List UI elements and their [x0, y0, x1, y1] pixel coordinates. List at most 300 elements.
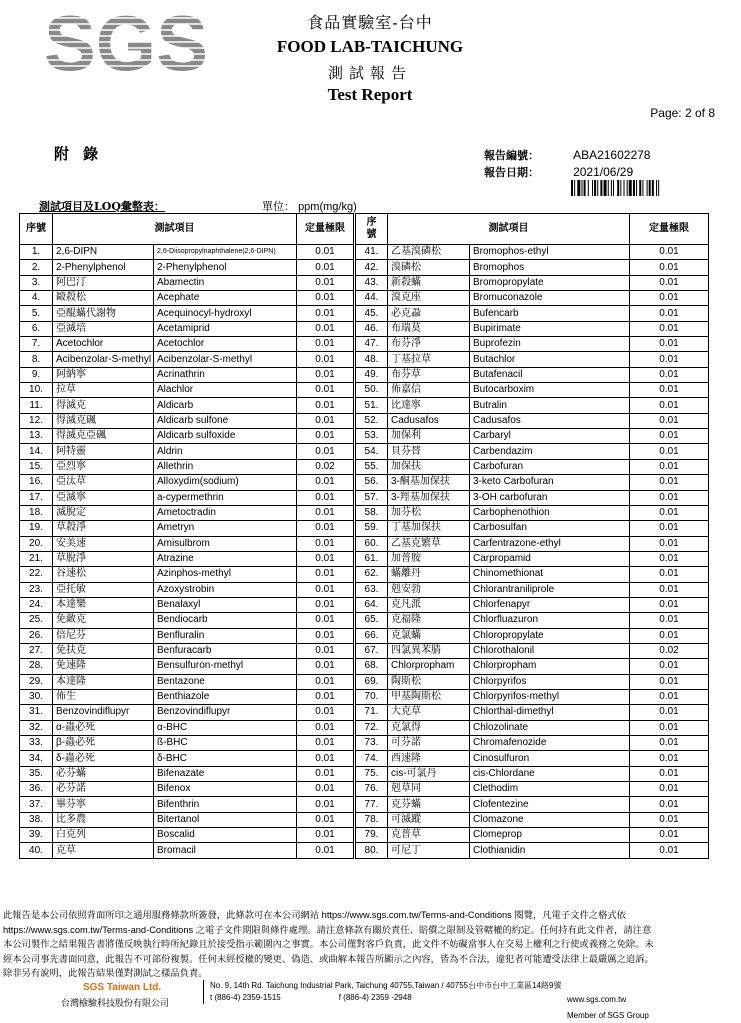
row-name-en: Clomazone	[470, 812, 630, 827]
row-name-zh: 剋草同	[388, 782, 470, 797]
row-name-en: Acibenzolar-S-methyl	[154, 352, 297, 367]
row-name-zh: 白克列	[53, 828, 154, 843]
row-name-en: α-BHC	[154, 720, 297, 735]
row-no: 24.	[20, 597, 53, 612]
row-name-en: Butafenacil	[470, 367, 630, 382]
row-loq: 0.01	[630, 275, 709, 290]
row-no: 63.	[355, 582, 388, 597]
row-no: 50.	[355, 383, 388, 398]
table-header-row	[20, 214, 709, 245]
row-no: 10.	[20, 383, 53, 398]
row-loq: 0.01	[297, 337, 355, 352]
row-name-en: Azinphos-methyl	[154, 567, 297, 582]
row-name-en: Ametoctradin	[154, 505, 297, 520]
report-date-label: 報告日期：	[484, 166, 539, 179]
lab-name-en: FOOD LAB-TAICHUNG	[276, 37, 464, 56]
header-loq: 定量極限	[297, 214, 355, 245]
row-name-en: Bufencarb	[470, 306, 630, 321]
company-name-en: SGS Taiwan Ltd.	[83, 982, 162, 993]
table-row	[20, 398, 709, 413]
row-no: 35.	[20, 766, 53, 781]
row-loq: 0.02	[297, 459, 355, 474]
row-name-zh: 可滅蹤	[388, 812, 470, 827]
row-name-en: Carbofuran	[470, 459, 630, 474]
table-row	[20, 705, 709, 720]
row-loq: 0.01	[630, 398, 709, 413]
row-name-zh: 四氯異苯腈	[388, 643, 470, 658]
row-no: 48.	[355, 352, 388, 367]
row-name-zh: Acetochlor	[53, 337, 154, 352]
row-name-zh: Acibenzolar-S-methyl	[53, 352, 154, 367]
barcode	[571, 180, 717, 196]
row-loq: 0.01	[297, 613, 355, 628]
row-name-en: Bifenthrin	[154, 797, 297, 812]
row-name-en: Alloxydim(sodium)	[154, 475, 297, 490]
row-name-zh: 布芬草	[388, 367, 470, 382]
row-no: 56.	[355, 475, 388, 490]
row-no: 2.	[20, 260, 53, 275]
row-loq: 0.01	[297, 383, 355, 398]
row-loq: 0.01	[630, 459, 709, 474]
row-name-en: Carbaryl	[470, 429, 630, 444]
table-row	[20, 613, 709, 628]
table-row	[20, 245, 709, 260]
row-name-zh: 亞滅寧	[53, 490, 154, 505]
row-loq: 0.01	[297, 797, 355, 812]
row-no: 42.	[355, 260, 388, 275]
row-name-zh: 3-羥基加保扶	[388, 490, 470, 505]
row-name-zh: 陶斯松	[388, 674, 470, 689]
row-name-en: Boscalid	[154, 828, 297, 843]
row-name-en: Acephate	[154, 291, 297, 306]
row-loq: 0.01	[297, 659, 355, 674]
row-loq: 0.01	[630, 751, 709, 766]
unit	[262, 198, 357, 214]
row-name-zh: 剋安勃	[388, 582, 470, 597]
row-no: 12.	[20, 413, 53, 428]
row-name-zh: 克草	[53, 843, 154, 858]
table-row	[20, 429, 709, 444]
row-loq: 0.01	[297, 582, 355, 597]
row-no: 6.	[20, 321, 53, 336]
row-name-en: Carbophenothion	[470, 505, 630, 520]
row-no: 69.	[355, 674, 388, 689]
header-no: 序號	[355, 214, 388, 245]
row-name-zh: 甲基陶斯松	[388, 689, 470, 704]
row-name-zh: 丁基拉草	[388, 352, 470, 367]
row-loq: 0.01	[297, 352, 355, 367]
row-name-zh: 佈生	[53, 689, 154, 704]
company-fax: f (886-4) 2359 -2948	[338, 993, 412, 1002]
row-name-zh: 畢芬寧	[53, 797, 154, 812]
table-row	[20, 306, 709, 321]
row-no: 41.	[355, 245, 388, 260]
row-name-zh: 亞滅培	[53, 321, 154, 336]
row-name-zh: 克普草	[388, 828, 470, 843]
company-block	[61, 982, 169, 1009]
row-loq: 0.01	[297, 843, 355, 858]
row-loq: 0.01	[630, 597, 709, 612]
row-name-en: Chlorfenapyr	[470, 597, 630, 612]
row-name-zh: 阿巴汀	[53, 275, 154, 290]
row-name-zh: Chlorpropham	[388, 659, 470, 674]
row-name-en: Acetochlor	[154, 337, 297, 352]
row-no: 57.	[355, 490, 388, 505]
row-name-zh: 必克蝨	[388, 306, 470, 321]
row-no: 55.	[355, 459, 388, 474]
row-name-zh: 布芬淨	[388, 337, 470, 352]
row-no: 7.	[20, 337, 53, 352]
disclaimer-line: https://www.sgs.com.tw/Terms-and-Conditions 之電子文件期限與條件處理。請注意條款有關於責任、賠償之限制及管轄權的約定。任何持有此文件者，請注意	[3, 924, 652, 935]
row-no: 39.	[20, 828, 53, 843]
row-no: 30.	[20, 689, 53, 704]
row-name-zh: 得滅克碸	[53, 413, 154, 428]
row-loq: 0.01	[297, 367, 355, 382]
row-loq: 0.01	[297, 444, 355, 459]
row-loq: 0.01	[297, 720, 355, 735]
row-name-zh: 加保扶	[388, 459, 470, 474]
row-no: 72.	[355, 720, 388, 735]
row-loq: 0.01	[630, 429, 709, 444]
row-loq: 0.02	[630, 643, 709, 658]
table-row	[20, 643, 709, 658]
loq-table	[19, 213, 709, 859]
header-loq: 定量極限	[630, 214, 709, 245]
row-name-zh: 拉草	[53, 383, 154, 398]
table-row	[20, 260, 709, 275]
row-loq: 0.01	[630, 536, 709, 551]
table-row	[20, 766, 709, 781]
row-name-zh: α-蟲必死	[53, 720, 154, 735]
table-row	[20, 736, 709, 751]
row-name-en: 2,6-Diisopropylnaphthalene(2,6-DIPN)	[154, 245, 297, 260]
row-no: 4.	[20, 291, 53, 306]
row-name-en: Butachlor	[470, 352, 630, 367]
row-name-zh: 毆殺松	[53, 291, 154, 306]
row-name-en: Carfentrazone-ethyl	[470, 536, 630, 551]
row-name-en: Clofentezine	[470, 797, 630, 812]
row-name-en: Azoxystrobin	[154, 582, 297, 597]
page-number: Page: 2 of 8	[650, 106, 715, 120]
row-no: 46.	[355, 321, 388, 336]
row-name-en: Aldicarb sulfoxide	[154, 429, 297, 444]
row-name-en: Bromuconazole	[470, 291, 630, 306]
row-name-zh: 亞烈寧	[53, 459, 154, 474]
row-name-zh: 克氯蟎	[388, 628, 470, 643]
row-name-zh: Benzovindiflupyr	[53, 705, 154, 720]
row-name-en: Bupirimate	[470, 321, 630, 336]
row-loq: 0.01	[297, 674, 355, 689]
row-name-en: 3-OH carbofuran	[470, 490, 630, 505]
row-loq: 0.01	[297, 705, 355, 720]
row-loq: 0.01	[297, 505, 355, 520]
row-no: 38.	[20, 812, 53, 827]
row-name-zh: 溴克座	[388, 291, 470, 306]
row-no: 40.	[20, 843, 53, 858]
row-name-en: Chlorpyrifos	[470, 674, 630, 689]
table-row	[20, 674, 709, 689]
row-name-zh: 大克草	[388, 705, 470, 720]
row-name-zh: cis-可氯丹	[388, 766, 470, 781]
row-loq: 0.01	[297, 521, 355, 536]
row-loq: 0.01	[630, 444, 709, 459]
row-name-zh: 西速隆	[388, 751, 470, 766]
row-loq: 0.01	[630, 475, 709, 490]
report-date-value: 2021/06/29	[573, 165, 634, 179]
row-no: 11.	[20, 398, 53, 413]
row-name-zh: δ-蟲必死	[53, 751, 154, 766]
row-no: 34.	[20, 751, 53, 766]
table-row	[20, 459, 709, 474]
row-name-zh: 丁基加保扶	[388, 521, 470, 536]
row-loq: 0.01	[297, 628, 355, 643]
row-loq: 0.01	[297, 643, 355, 658]
row-name-en: Cinosulfuron	[470, 751, 630, 766]
row-name-en: Bentazone	[154, 674, 297, 689]
row-loq: 0.01	[630, 352, 709, 367]
row-loq: 0.01	[297, 275, 355, 290]
table-row	[20, 812, 709, 827]
row-name-zh: 蟎離丹	[388, 567, 470, 582]
row-loq: 0.01	[297, 567, 355, 582]
row-loq: 0.01	[630, 766, 709, 781]
company-name-zh: 台灣檢驗科技股份有限公司	[61, 999, 170, 1009]
row-loq: 0.01	[630, 260, 709, 275]
row-loq: 0.01	[630, 337, 709, 352]
report-number-value: ABA21602278	[573, 148, 651, 162]
row-no: 54.	[355, 444, 388, 459]
row-loq: 0.01	[297, 597, 355, 612]
row-name-zh: 克凡派	[388, 597, 470, 612]
company-website[interactable]: www.sgs.com.tw	[567, 995, 627, 1004]
header-item: 測試項目	[388, 214, 630, 245]
table-row	[20, 475, 709, 490]
row-no: 19.	[20, 521, 53, 536]
summary-label: 測試項目及LOQ彙整表：	[39, 200, 165, 213]
table-row	[20, 597, 709, 612]
row-name-en: δ-BHC	[154, 751, 297, 766]
row-no: 25.	[20, 613, 53, 628]
table-row	[20, 352, 709, 367]
row-name-zh: 得滅克亞碸	[53, 429, 154, 444]
row-name-en: Carbosulfan	[470, 521, 630, 536]
row-loq: 0.01	[630, 659, 709, 674]
table-row	[20, 337, 709, 352]
row-no: 53.	[355, 429, 388, 444]
row-no: 33.	[20, 736, 53, 751]
row-loq: 0.01	[297, 475, 355, 490]
row-loq: 0.01	[297, 736, 355, 751]
row-name-zh: 加保利	[388, 429, 470, 444]
row-loq: 0.01	[297, 766, 355, 781]
row-loq: 0.01	[630, 812, 709, 827]
row-no: 5.	[20, 306, 53, 321]
row-name-zh: 免敵克	[53, 613, 154, 628]
row-loq: 0.01	[297, 782, 355, 797]
row-loq: 0.01	[297, 490, 355, 505]
table-row	[20, 291, 709, 306]
row-loq: 0.01	[297, 536, 355, 551]
table-row	[20, 782, 709, 797]
row-name-en: Chlorfluazuron	[470, 613, 630, 628]
company-address: No. 9, 14th Rd. Taichung Industrial Park, Taichung 40755,Taiwan / 40755台中市台中工業區14路9號	[210, 981, 562, 990]
row-name-en: cis-Chlordane	[470, 766, 630, 781]
table-row	[20, 521, 709, 536]
row-name-en: Aldrin	[154, 444, 297, 459]
row-no: 73.	[355, 736, 388, 751]
row-name-zh: 必芬蟎	[53, 766, 154, 781]
row-loq: 0.01	[630, 521, 709, 536]
row-no: 65.	[355, 613, 388, 628]
row-loq: 0.01	[297, 689, 355, 704]
row-name-zh: 貝芬替	[388, 444, 470, 459]
row-no: 68.	[355, 659, 388, 674]
row-no: 76.	[355, 782, 388, 797]
row-no: 71.	[355, 705, 388, 720]
row-name-zh: 乙基克繁草	[388, 536, 470, 551]
table-row	[20, 505, 709, 520]
row-no: 26.	[20, 628, 53, 643]
member-of-sgs: Member of SGS Group	[567, 1011, 649, 1020]
row-name-en: Benfuracarb	[154, 643, 297, 658]
table-row	[20, 628, 709, 643]
company-tel: t (886-4) 2359-1515	[210, 993, 281, 1002]
row-name-en: Clothianidin	[470, 843, 630, 858]
row-no: 49.	[355, 367, 388, 382]
row-name-en: Carbendazim	[470, 444, 630, 459]
row-name-zh: 阿特靈	[53, 444, 154, 459]
row-name-en: Clethodim	[470, 782, 630, 797]
table-row	[20, 275, 709, 290]
row-no: 51.	[355, 398, 388, 413]
row-loq: 0.01	[630, 720, 709, 735]
table-row	[20, 551, 709, 566]
row-loq: 0.01	[630, 782, 709, 797]
row-name-en: Clomeprop	[470, 828, 630, 843]
row-name-zh: 安美速	[53, 536, 154, 551]
row-name-en: Bromopropylate	[470, 275, 630, 290]
row-no: 77.	[355, 797, 388, 812]
table-row	[20, 321, 709, 336]
row-no: 17.	[20, 490, 53, 505]
row-name-en: Allethrin	[154, 459, 297, 474]
row-loq: 0.01	[630, 245, 709, 260]
row-name-en: Cadusafos	[470, 413, 630, 428]
row-loq: 0.01	[630, 613, 709, 628]
disclaimer	[3, 908, 739, 981]
row-loq: 0.01	[630, 628, 709, 643]
row-name-en: Butocarboxim	[470, 383, 630, 398]
disclaimer-line: 經本公司事先書面同意，此報告不可部份複製。任何未經授權的變更、偽造、或曲解本報告所顯示之內容，皆為不合法，違犯者可能遭受法律上最嚴厲之追訴。	[3, 953, 654, 964]
row-name-zh: 本達隆	[53, 674, 154, 689]
row-name-en: ß-BHC	[154, 736, 297, 751]
row-loq: 0.01	[630, 567, 709, 582]
row-no: 20.	[20, 536, 53, 551]
table-row	[20, 413, 709, 428]
row-loq: 0.01	[630, 797, 709, 812]
row-name-en: Bitertanol	[154, 812, 297, 827]
row-name-zh: 3-酮基加保扶	[388, 475, 470, 490]
row-no: 78.	[355, 812, 388, 827]
row-name-en: Chlorantraniliprole	[470, 582, 630, 597]
table-row	[20, 828, 709, 843]
row-name-zh: 免扶克	[53, 643, 154, 658]
row-loq: 0.01	[297, 245, 355, 260]
row-loq: 0.01	[297, 306, 355, 321]
header-item: 測試項目	[53, 214, 297, 245]
row-no: 15.	[20, 459, 53, 474]
row-name-en: Chloropropylate	[470, 628, 630, 643]
row-no: 52.	[355, 413, 388, 428]
row-no: 70.	[355, 689, 388, 704]
row-name-zh: 乙基溴磷松	[388, 245, 470, 260]
row-no: 74.	[355, 751, 388, 766]
company-address-block	[203, 980, 561, 1004]
row-name-zh: 阿納寧	[53, 367, 154, 382]
row-name-en: Bromacil	[154, 843, 297, 858]
row-no: 32.	[20, 720, 53, 735]
row-name-zh: 2,6-DIPN	[53, 245, 154, 260]
row-loq: 0.01	[297, 551, 355, 566]
row-name-en: Benalaxyl	[154, 597, 297, 612]
row-name-zh: 亞汰草	[53, 475, 154, 490]
row-loq: 0.01	[630, 674, 709, 689]
row-name-en: Chlozolinate	[470, 720, 630, 735]
row-name-en: Ametryn	[154, 521, 297, 536]
row-loq: 0.01	[630, 736, 709, 751]
table-row	[20, 720, 709, 735]
row-no: 22.	[20, 567, 53, 582]
table-row	[20, 797, 709, 812]
row-name-zh: 2-Phenylphenol	[53, 260, 154, 275]
table-row	[20, 490, 709, 505]
row-name-zh: 草脫淨	[53, 551, 154, 566]
row-name-zh: 佈嘉信	[388, 383, 470, 398]
svg-text:SGS: SGS	[44, 6, 208, 76]
report-title-en: Test Report	[327, 85, 413, 104]
row-no: 29.	[20, 674, 53, 689]
row-name-en: Bromophos	[470, 260, 630, 275]
row-loq: 0.01	[630, 505, 709, 520]
row-name-en: 2-Phenylphenol	[154, 260, 297, 275]
table-row	[20, 751, 709, 766]
row-loq: 0.01	[297, 398, 355, 413]
row-name-zh: 加普胺	[388, 551, 470, 566]
row-loq: 0.01	[297, 321, 355, 336]
row-name-en: Alachlor	[154, 383, 297, 398]
row-name-en: Carpropamid	[470, 551, 630, 566]
table-row	[20, 689, 709, 704]
disclaimer-line: 除非另有說明，此報告結果僅對測試之樣品負責。	[3, 968, 208, 978]
row-no: 47.	[355, 337, 388, 352]
row-no: 21.	[20, 551, 53, 566]
row-name-en: Buprofezin	[470, 337, 630, 352]
table-row	[20, 659, 709, 674]
row-no: 80.	[355, 843, 388, 858]
row-name-zh: 可芬諾	[388, 736, 470, 751]
row-name-en: Chinomethionat	[470, 567, 630, 582]
row-name-zh: 得滅克	[53, 398, 154, 413]
row-loq: 0.01	[630, 291, 709, 306]
row-name-en: Chlorthal-dimethyl	[470, 705, 630, 720]
row-no: 64.	[355, 597, 388, 612]
row-name-zh: 布瑞莫	[388, 321, 470, 336]
row-name-en: Butralin	[470, 398, 630, 413]
row-name-zh: 滅脫定	[53, 505, 154, 520]
row-loq: 0.01	[297, 413, 355, 428]
unit-label: 單位：	[262, 201, 295, 213]
row-name-zh: 可尼丁	[388, 843, 470, 858]
